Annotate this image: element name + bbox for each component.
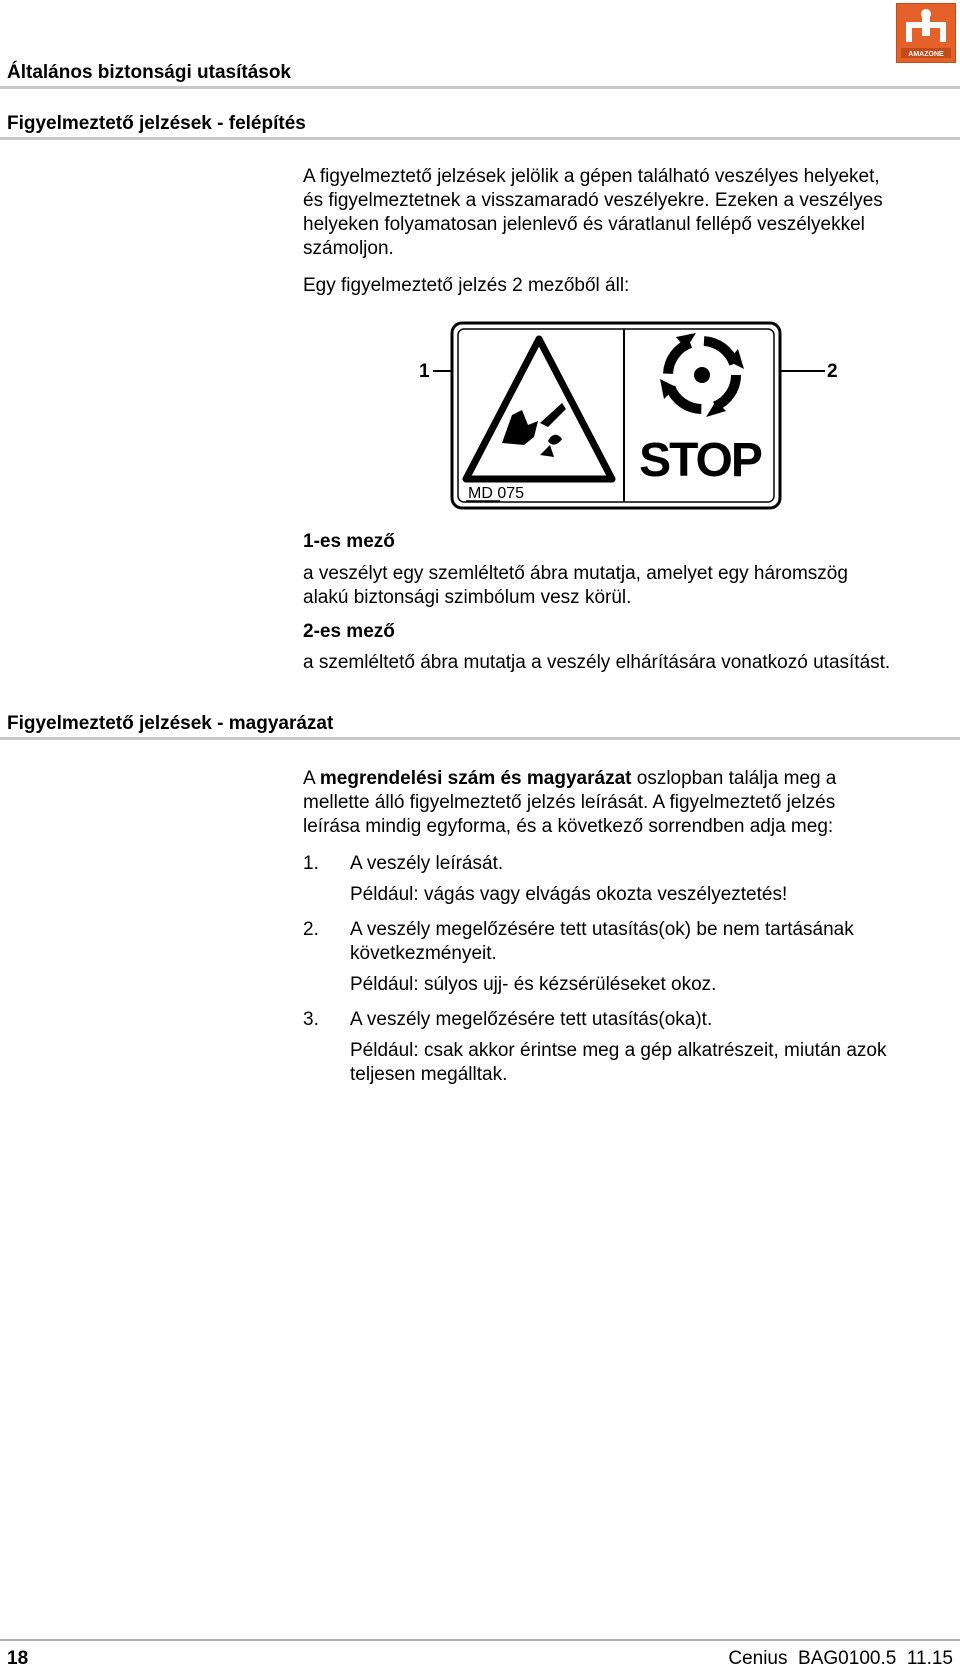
list-item-number: 3. (303, 1009, 319, 1030)
list-item-number: 2. (303, 919, 319, 940)
section-rule (0, 137, 960, 140)
logo-graphic (897, 4, 955, 62)
amazone-logo (896, 3, 956, 63)
page-section-title: Általános biztonsági utasítások (7, 62, 291, 83)
field2-description: a szemléltető ábra mutatja a veszély elhárítására vonatkozó utasítást. (303, 652, 891, 673)
intro-line: helyeken folyamatosan jelenlevő és váratlanul fellépő veszélyekkel (303, 214, 865, 235)
explanation-line: mellette álló figyelmeztető jelzés leírását. A figyelmeztető jelzés (303, 792, 836, 813)
section-title: Figyelmeztető jelzések - felépítés (7, 113, 306, 134)
field1-line: alakú biztonsági szimbólum vesz körül. (303, 587, 632, 608)
field1-line: a veszélyt egy szemléltető ábra mutatja, amelyet egy háromszög (303, 563, 848, 584)
explanation-post: oszlopban találja meg a (631, 768, 837, 789)
intro-paragraph (303, 165, 943, 261)
list-item-line: következményeit. (350, 943, 497, 964)
section-rule (0, 737, 960, 740)
logo-text: AMAZONE (908, 51, 944, 58)
explanation-line: leírása mindig egyforma, és a következő sorrendben adja meg: (303, 816, 834, 837)
list-item-text: A veszély leírását. (350, 853, 504, 874)
list-item-text (350, 918, 950, 966)
explanation-paragraph (303, 767, 943, 839)
lead-text: Egy figyelmeztető jelzés 2 mezőből áll: (303, 275, 630, 296)
explanation-pre: A (303, 768, 320, 789)
footer-rule (0, 1639, 960, 1641)
page-number: 18 (7, 1648, 29, 1669)
list-item-example (350, 1039, 950, 1087)
intro-line: számoljon. (303, 238, 394, 259)
list-item-example: Például: vágás vagy elvágás okozta veszélyeztetés! (350, 884, 788, 905)
document-info: Cenius BAG0100.5 11.15 (728, 1648, 953, 1669)
list-item-example: Például: súlyos ujj- és kézsérüléseket okoz. (350, 974, 717, 995)
field1-title: 1-es mező (303, 531, 395, 552)
warning-sign-figure (400, 315, 840, 510)
list-item-line: Például: csak akkor érintse meg a gép alkatrészeit, miután azok (350, 1040, 887, 1061)
list-item-line: A veszély megelőzésére tett utasítás(ok) be nem tartásának (350, 919, 854, 940)
intro-line: A figyelmeztető jelzések jelölik a gépen található veszélyes helyeket, (303, 166, 880, 187)
explanation-bold: megrendelési szám és magyarázat (319, 768, 632, 789)
callout-number-2: 2 (827, 361, 838, 382)
list-item-number: 1. (303, 853, 319, 874)
list-item-line: teljesen megálltak. (350, 1064, 508, 1085)
intro-line: és figyelmeztetnek a visszamaradó veszélyekre. Ezeken a veszélyes (303, 190, 883, 211)
callout-number-1: 1 (419, 361, 430, 382)
sign-code-label: MD 075 (468, 485, 525, 502)
section-title: Figyelmeztető jelzések - magyarázat (7, 713, 334, 734)
field2-title: 2-es mező (303, 621, 395, 642)
explanation-line (303, 767, 943, 791)
header-rule (0, 86, 960, 89)
field1-description (303, 562, 943, 610)
list-item-text: A veszély megelőzésére tett utasítás(oka)t. (350, 1009, 713, 1030)
stop-text: STOP (639, 434, 761, 487)
